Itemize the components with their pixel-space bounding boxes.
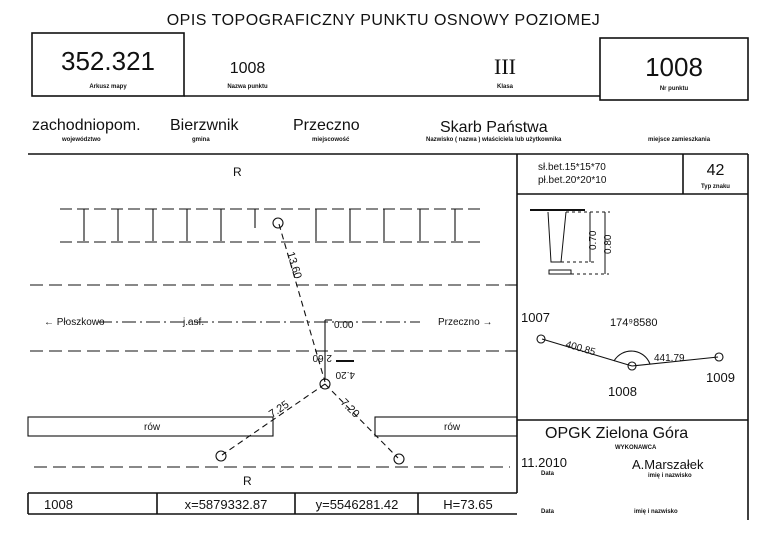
coord-point: 1008 — [44, 497, 73, 512]
elevation-3: 4.20 — [335, 369, 355, 380]
distance-1008-1009: 441.79 — [654, 353, 685, 364]
distance-right: 7.20 — [337, 396, 362, 421]
sketch-top-R: R — [233, 165, 242, 179]
coord-x: x=5879332.87 — [184, 497, 268, 512]
mark-plate: pł.bet.20*20*10 — [538, 175, 607, 186]
sketch-left-town: ← Płoszkowo — [44, 317, 105, 328]
point-name-label: Nazwa punktu — [227, 84, 268, 90]
page-title: OPIS TOPOGRAFICZNY PUNKTU OSNOWY POZIOMEJ — [166, 12, 601, 29]
executor-label: WYKONAWCA — [615, 445, 657, 451]
mark-pillar: sł.bet.15*15*70 — [538, 162, 606, 173]
angle-value: 174⁹8580 — [610, 317, 658, 329]
sheet-label: Arkusz mapy — [89, 84, 127, 90]
voivodeship-label: województwo — [62, 137, 101, 143]
executor-org: OPGK Zielona Góra — [545, 425, 689, 442]
gmina-label: gmina — [192, 137, 210, 143]
dim-bottom: 0.80 — [603, 234, 614, 254]
station-1008-label: 1008 — [608, 384, 637, 399]
executor-date-label: Data — [541, 471, 555, 477]
coord-h: H=73.65 — [443, 497, 493, 512]
dim-top: 0.70 — [588, 230, 599, 250]
sketch-right-town: Przeczno → — [438, 317, 493, 328]
distance-up: 13.60 — [284, 250, 304, 281]
voivodeship: zachodniopom. — [32, 117, 141, 134]
sketch-bottom-R: R — [243, 474, 252, 488]
executor-name: A.Marszałek — [632, 457, 704, 472]
footer-date-label: Data — [541, 509, 555, 515]
gmina: Bierzwnik — [170, 117, 239, 134]
station-1009-label: 1009 — [706, 370, 735, 385]
owner-label: Nazwisko ( nazwa ) właściciela lub użytkownika — [426, 137, 562, 143]
sheet-number: 352.321 — [61, 46, 155, 76]
point-number-label: Nr punktu — [659, 86, 689, 92]
distance-1007-1008: 400.85 — [564, 339, 597, 359]
elevation-1: 0.00 — [334, 320, 354, 331]
class-label: Klasa — [496, 84, 513, 90]
owner: Skarb Państwa — [440, 119, 548, 136]
locality: Przeczno — [293, 117, 360, 134]
residence-label: miejsce zamieszkania — [648, 137, 711, 143]
sketch-road-surface: j.asf. — [183, 317, 205, 328]
point-number: 1008 — [645, 52, 703, 82]
ditch-left-label: rów — [144, 422, 161, 433]
class-value: III — [494, 54, 516, 79]
mark-type-value: 42 — [706, 162, 725, 179]
point-name: 1008 — [229, 60, 266, 77]
coord-y: y=5546281.42 — [315, 497, 399, 512]
executor-name-label: imię i nazwisko — [648, 473, 692, 479]
footer-name-label: imię i nazwisko — [634, 509, 678, 515]
locality-label: miejscowość — [312, 137, 350, 143]
ditch-right-label: rów — [444, 422, 461, 433]
executor-date: 11.2010 — [521, 455, 568, 470]
mark-type-label: Typ znaku — [701, 184, 730, 190]
station-1007-label: 1007 — [521, 310, 550, 325]
elevation-2: 2.60 — [312, 352, 332, 363]
distance-left: 7.25 — [266, 398, 292, 421]
